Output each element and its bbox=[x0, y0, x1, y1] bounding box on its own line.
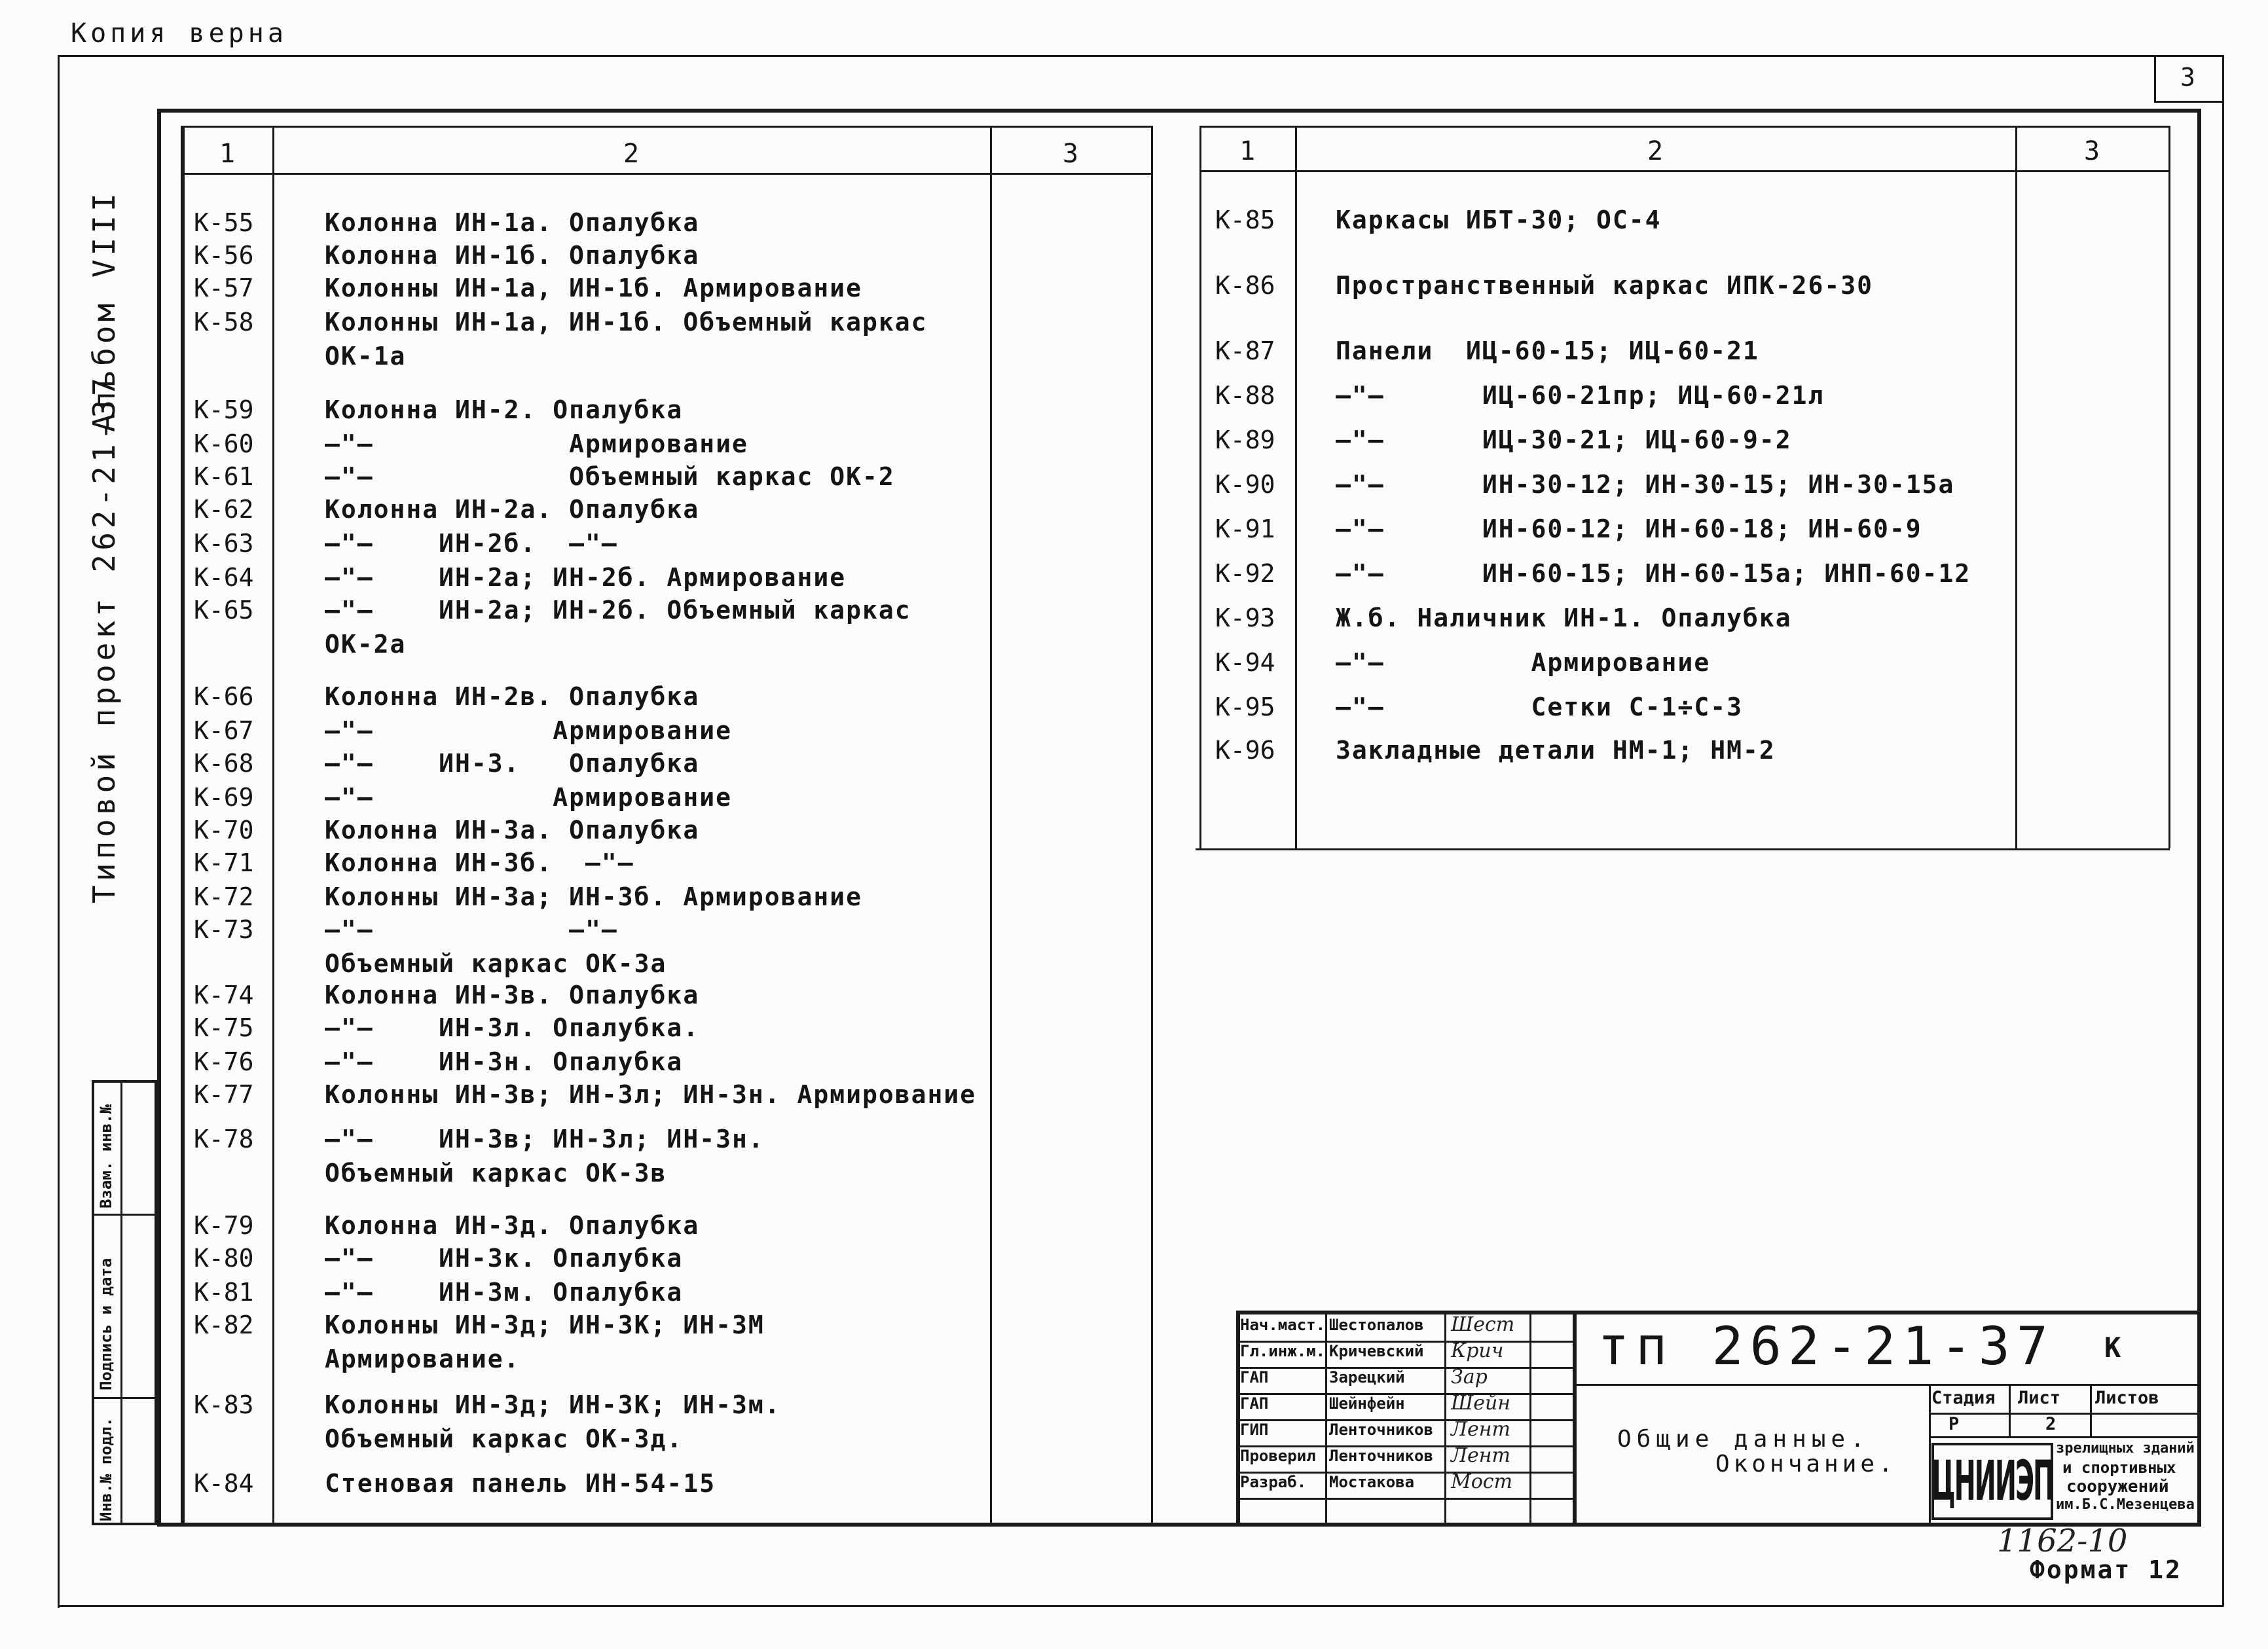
title-block-role: ГИП bbox=[1240, 1421, 1269, 1439]
left-table-row-code: К-72 bbox=[194, 882, 254, 911]
right-table-row-desc: Панели ИЦ-60-15; ИЦ-60-21 bbox=[1336, 336, 1759, 365]
right-table-row-desc: –"– Сетки С-1÷С-3 bbox=[1336, 693, 1743, 721]
left-table-row-code: К-67 bbox=[194, 716, 254, 745]
right-table-row-code: К-89 bbox=[1215, 426, 1275, 454]
right-header-col1: 1 bbox=[1239, 136, 1256, 166]
right-table-row-desc: –"– ИН-60-15; ИН-60-15а; ИНП-60-12 bbox=[1336, 559, 1971, 588]
left-table-row-desc: –"– Армирование bbox=[325, 716, 732, 745]
left-table-row-desc: –"– ИН-3н. Опалубка bbox=[325, 1047, 684, 1076]
title-block-role: ГАП bbox=[1240, 1368, 1269, 1386]
left-header-col1: 1 bbox=[219, 139, 236, 169]
right-table-row-code: К-94 bbox=[1215, 648, 1275, 677]
stamp-label-replace: Взам. инв.№ bbox=[97, 1104, 115, 1208]
left-table-row-code: К-58 bbox=[194, 308, 254, 336]
inner-frame-left bbox=[157, 109, 161, 1527]
left-table-row-desc: Стеновая панель ИН-54-15 bbox=[325, 1469, 716, 1498]
right-table-row-desc: –"– ИН-30-12; ИН-30-15; ИН-30-15а bbox=[1336, 470, 1955, 499]
inner-frame-top bbox=[157, 109, 2201, 113]
right-table-row-code: К-85 bbox=[1215, 206, 1275, 234]
frame-bottom bbox=[58, 1605, 2223, 1607]
left-table-row-code: К-79 bbox=[194, 1211, 254, 1240]
project-code: тп 262-21-37 bbox=[1598, 1316, 2055, 1377]
left-table-row-code: К-73 bbox=[194, 915, 254, 944]
org-logo bbox=[1931, 1443, 2053, 1520]
right-table-row-code: К-88 bbox=[1215, 381, 1275, 410]
signature: Лент bbox=[1451, 1418, 1510, 1441]
left-table-row-desc: –"– ИН-2б. –"– bbox=[325, 529, 618, 558]
right-table-row-desc: Закладные детали НМ-1; НМ-2 bbox=[1336, 736, 1776, 765]
left-table-row-desc: Колонна ИН-2а. Опалубка bbox=[325, 495, 700, 524]
frame-left bbox=[58, 55, 60, 1608]
side-stamp bbox=[92, 1080, 157, 1525]
sheet-box-left bbox=[2154, 55, 2156, 102]
org-line1: зрелищных зданий bbox=[2056, 1440, 2195, 1457]
right-table-row-desc: –"– ИЦ-60-21пр; ИЦ-60-21л bbox=[1336, 381, 1825, 410]
title-block-name: Ленточников bbox=[1329, 1447, 1433, 1465]
title-block-name: Мостакова bbox=[1329, 1473, 1415, 1491]
right-header-col2: 2 bbox=[1647, 136, 1664, 166]
title-block-role: Гл.инж.м. bbox=[1240, 1342, 1326, 1360]
sheet-number: 3 bbox=[2180, 63, 2195, 92]
right-table-row-desc: –"– ИЦ-30-21; ИЦ-60-9-2 bbox=[1336, 426, 1792, 454]
left-table-row-desc: –"– Армирование bbox=[325, 783, 732, 812]
left-table-row-code: К-84 bbox=[194, 1469, 254, 1498]
left-table-row-code: К-55 bbox=[194, 208, 254, 237]
copy-note: Копия верна bbox=[71, 18, 287, 48]
left-table-row-desc: Колонна ИН-2. Опалубка bbox=[325, 395, 684, 424]
left-table-row-desc: –"– ИН-3к. Опалубка bbox=[325, 1244, 684, 1273]
left-table-row-desc: Колонна ИН-2в. Опалубка bbox=[325, 682, 700, 711]
left-table-row-code: К-69 bbox=[194, 783, 254, 812]
left-table-row-desc: –"– ИН-2а; ИН-2б. Объемный каркас bbox=[325, 596, 911, 625]
left-table-row-desc: Армирование. bbox=[325, 1345, 521, 1373]
stage-value: Р bbox=[1948, 1414, 1960, 1434]
left-table-row-desc: Колонны ИН-3д; ИН-3К; ИН-3М bbox=[325, 1311, 765, 1339]
left-table-row-desc: Объемный каркас ОК-3д. bbox=[325, 1424, 684, 1453]
title-block-name: Кричевский bbox=[1329, 1342, 1424, 1360]
org-line4: им.Б.С.Мезенцева bbox=[2056, 1496, 2195, 1513]
left-table-row-desc: –"– ИН-3в; ИН-3л; ИН-3н. bbox=[325, 1125, 765, 1153]
right-table-row-code: К-86 bbox=[1215, 271, 1275, 300]
signature: Мост bbox=[1451, 1470, 1513, 1493]
format-label: Формат 12 bbox=[2030, 1555, 2182, 1584]
right-table-row-desc: Пространственный каркас ИПК-26-30 bbox=[1336, 271, 1873, 300]
left-table-row-code: К-60 bbox=[194, 429, 254, 458]
left-table-row-desc: Колонна ИН-3а. Опалубка bbox=[325, 816, 700, 844]
title-block-name: Шейнфейн bbox=[1329, 1394, 1405, 1413]
right-header-col3: 3 bbox=[2083, 136, 2100, 166]
left-table-row-code: К-81 bbox=[194, 1278, 254, 1307]
right-table-row-code: К-93 bbox=[1215, 604, 1275, 632]
org-logo-text: ЦНИИЭП bbox=[1931, 1449, 2054, 1513]
stamp-label-inv: Инв.№ подл. bbox=[97, 1417, 115, 1521]
right-table-row-code: К-90 bbox=[1215, 470, 1275, 499]
left-table-row-code: К-66 bbox=[194, 682, 254, 711]
right-table-row-desc: –"– ИН-60-12; ИН-60-18; ИН-60-9 bbox=[1336, 515, 1922, 543]
title-block-name: Ленточников bbox=[1329, 1421, 1433, 1439]
sheet-box-top bbox=[2154, 55, 2222, 57]
title-block-name: Зарецкий bbox=[1329, 1368, 1405, 1386]
left-table-row-desc: –"– ИН-2а; ИН-2б. Армирование bbox=[325, 563, 847, 592]
left-table-row-desc: ОК-1а bbox=[325, 342, 407, 371]
left-table-row-code: К-64 bbox=[194, 563, 254, 592]
left-table-row-desc: –"– –"– bbox=[325, 915, 618, 944]
title-block-row-line bbox=[1236, 1498, 1573, 1500]
title-block-role: Нач.маст. bbox=[1240, 1316, 1326, 1334]
signature: Шейн bbox=[1451, 1392, 1511, 1415]
drawing-mark: К bbox=[2104, 1332, 2121, 1364]
right-table-row-desc: Ж.б. Наличник ИН-1. Опалубка bbox=[1336, 604, 1792, 632]
left-table-row-code: К-76 bbox=[194, 1047, 254, 1076]
left-table-row-desc: Объемный каркас ОК-3в bbox=[325, 1159, 667, 1187]
title-block-role: Разраб. bbox=[1240, 1473, 1307, 1491]
left-table-row-code: К-65 bbox=[194, 596, 254, 625]
left-table-row-code: К-61 bbox=[194, 462, 254, 491]
left-table-row-code: К-62 bbox=[194, 495, 254, 524]
left-table-row-code: К-71 bbox=[194, 848, 254, 877]
left-table-row-desc: Колонна ИН-1б. Опалубка bbox=[325, 241, 700, 270]
left-table-row-desc: Колонны ИН-1а, ИН-1б. Армирование bbox=[325, 274, 862, 302]
left-table-row-desc: Колонна ИН-3в. Опалубка bbox=[325, 981, 700, 1009]
left-table-row-desc: Колонна ИН-3д. Опалубка bbox=[325, 1211, 700, 1240]
sheet-value: 2 bbox=[2045, 1414, 2057, 1434]
left-table-row-desc: Колонны ИН-3д; ИН-3К; ИН-3м. bbox=[325, 1390, 781, 1419]
left-table-row-code: К-70 bbox=[194, 816, 254, 844]
inner-frame-right bbox=[2197, 109, 2201, 1527]
description-line1: Общие данные. bbox=[1617, 1426, 1870, 1453]
stage-label: Стадия bbox=[1931, 1388, 1996, 1408]
sheet-label: Лист bbox=[2018, 1388, 2061, 1408]
left-table-row-code: К-74 bbox=[194, 981, 254, 1009]
title-block-role: Проверил bbox=[1240, 1447, 1316, 1465]
left-table-row-code: К-75 bbox=[194, 1013, 254, 1042]
sheets-label: Листов bbox=[2095, 1388, 2159, 1408]
title-block-role: ГАП bbox=[1240, 1394, 1269, 1413]
left-table-row-desc: –"– Армирование bbox=[325, 429, 748, 458]
right-table-row-code: К-92 bbox=[1215, 559, 1275, 588]
project-label: Типовой проект 262-21-37 bbox=[86, 374, 122, 903]
left-table-row-desc: ОК-2а bbox=[325, 630, 407, 659]
description-line2: Окончание. bbox=[1715, 1451, 1897, 1477]
inner-frame-bottom bbox=[157, 1523, 2201, 1527]
signature: Зар bbox=[1451, 1366, 1488, 1388]
left-table-row-code: К-82 bbox=[194, 1311, 254, 1339]
signature: Шест bbox=[1451, 1313, 1515, 1336]
left-table-row-code: К-78 bbox=[194, 1125, 254, 1153]
stamp-label-sign: Подпись и дата bbox=[97, 1258, 115, 1390]
left-table-row-code: К-59 bbox=[194, 395, 254, 424]
left-table-row-code: К-63 bbox=[194, 529, 254, 558]
left-header-col3: 3 bbox=[1062, 139, 1079, 169]
left-table-row-desc: –"– ИН-3. Опалубка bbox=[325, 749, 700, 778]
left-table-row-desc: Объемный каркас ОК-3а bbox=[325, 949, 667, 978]
left-table-row-code: К-56 bbox=[194, 241, 254, 270]
left-table-row-desc: –"– ИН-3м. Опалубка bbox=[325, 1278, 684, 1307]
signature: Крич bbox=[1451, 1339, 1504, 1362]
left-table-row-desc: –"– ИН-3л. Опалубка. bbox=[325, 1013, 700, 1042]
title-block-name: Шестопалов bbox=[1329, 1316, 1424, 1334]
org-line3: сооружений bbox=[2066, 1477, 2169, 1496]
right-table-row-desc: Каркасы ИБТ-30; ОС-4 bbox=[1336, 206, 1662, 234]
right-table-row-code: К-91 bbox=[1215, 515, 1275, 543]
left-table-row-code: К-68 bbox=[194, 749, 254, 778]
frame-top bbox=[59, 55, 2223, 57]
left-table-row-desc: Колонны ИН-3а; ИН-3б. Армирование bbox=[325, 882, 862, 911]
left-table-row-desc: –"– Объемный каркас ОК-2 bbox=[325, 462, 895, 491]
left-table-row-code: К-83 bbox=[194, 1390, 254, 1419]
org-line2: и спортивных bbox=[2062, 1459, 2176, 1477]
right-table-row-code: К-95 bbox=[1215, 693, 1275, 721]
left-table-row-desc: Колонна ИН-3б. –"– bbox=[325, 848, 634, 877]
left-table-row-code: К-80 bbox=[194, 1244, 254, 1273]
album-label: Альбом VIII bbox=[86, 189, 122, 432]
left-table-row-code: К-57 bbox=[194, 274, 254, 302]
handwritten-number: 1162-10 bbox=[1997, 1523, 2128, 1559]
signature: Лент bbox=[1451, 1444, 1510, 1467]
left-table-row-desc: Колонны ИН-3в; ИН-3л; ИН-3н. Армирование bbox=[325, 1080, 977, 1109]
left-table-row-desc: Колонна ИН-1а. Опалубка bbox=[325, 208, 700, 237]
frame-right bbox=[2222, 55, 2224, 1606]
left-table-row-desc: Колонны ИН-1а, ИН-1б. Объемный каркас bbox=[325, 308, 928, 336]
right-table-row-code: К-96 bbox=[1215, 736, 1275, 765]
left-table-row-code: К-77 bbox=[194, 1080, 254, 1109]
left-header-col2: 2 bbox=[623, 139, 640, 169]
sheet-box-bottom bbox=[2154, 101, 2222, 103]
right-table-row-code: К-87 bbox=[1215, 336, 1275, 365]
right-table-row-desc: –"– Армирование bbox=[1336, 648, 1711, 677]
